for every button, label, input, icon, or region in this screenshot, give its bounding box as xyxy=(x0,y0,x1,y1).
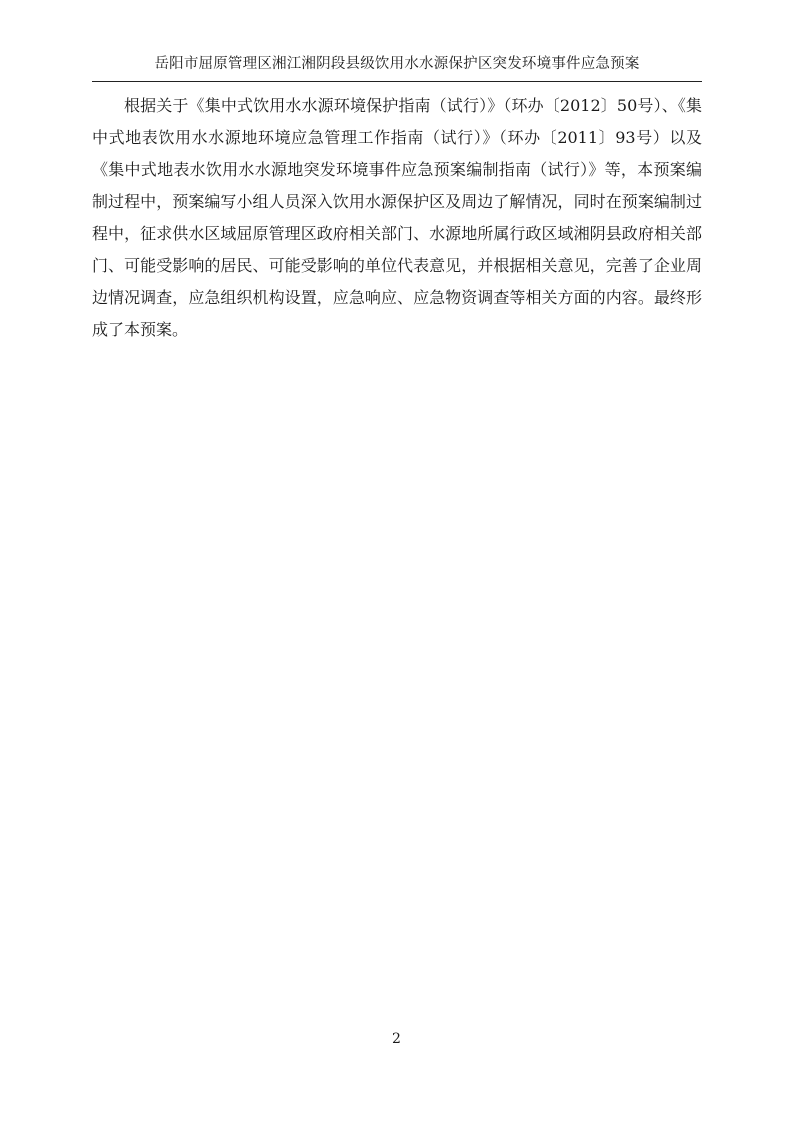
body-paragraph: 根据关于《集中式饮用水水源环境保护指南（试行）》（环办〔2012〕50号）、《集中式地表饮用水水源地环境应急管理工作指南（试行）》（环办〔2011〕93号）以及《集中式地表水饮用水水源地突发环境事件应急预案编制指南（试行）》等，本预案编制过程中，预案编写小组人员深入饮用水源保护区及周边了解情况，同时在预案编制过程中，征求供水区域屈原管理区政府相关部门、水源地所属行政区域湘阴县政府相关部门、可能受影响的居民、可能受影响的单位代表意见，并根据相关意见，完善了企业周边情况调查，应急组织机构设置，应急响应、应急物资调查等相关方面的内容。最终形成了本预案。 xyxy=(92,96,702,339)
running-header: 岳阳市屈原管理区湘江湘阴段县级饮用水水源保护区突发环境事件应急预案 xyxy=(154,56,640,72)
page-number: 2 xyxy=(392,1031,401,1047)
header-rule xyxy=(92,81,702,82)
